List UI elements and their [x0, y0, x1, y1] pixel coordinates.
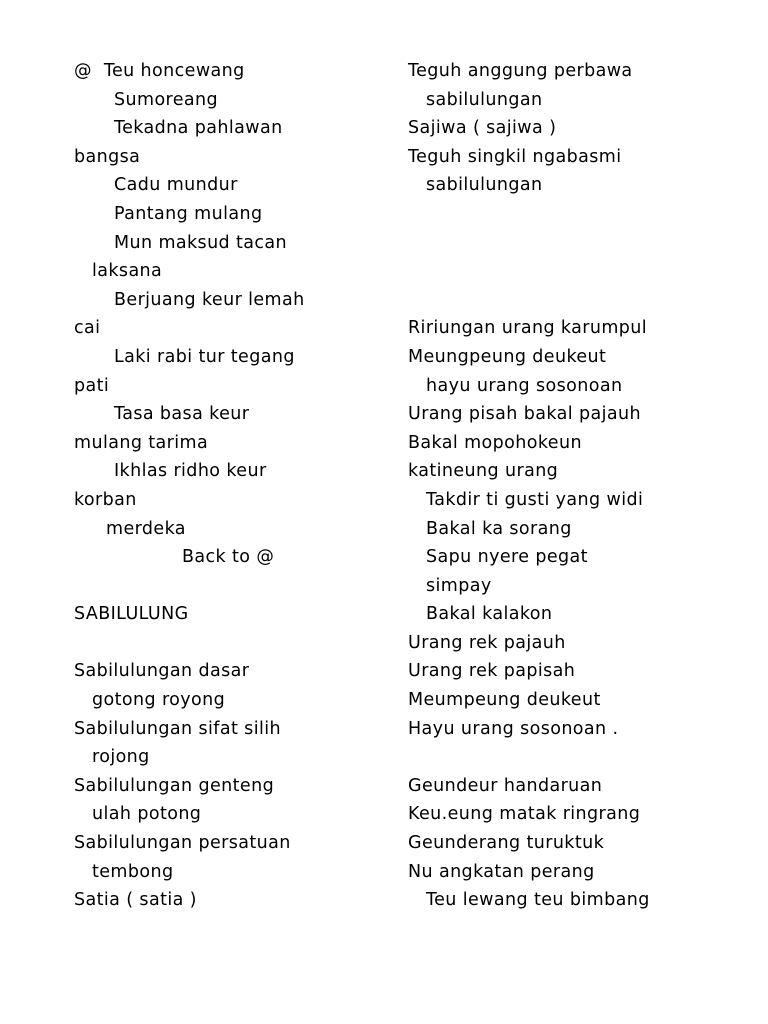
text-line: Laki rabi tur tegang — [114, 346, 295, 367]
text-line: Ririungan urang karumpul — [408, 318, 648, 339]
text-line: Tasa basa keur — [114, 404, 250, 425]
right-column — [408, 57, 758, 915]
blank-line — [408, 200, 758, 229]
text-line: Sapu nyere pegat — [426, 547, 588, 568]
text-line: Berjuang keur lemah — [114, 289, 305, 310]
back-to-link: Back to @ — [182, 547, 275, 568]
text-line: Urang rek pajauh — [408, 632, 566, 653]
text-line: gotong royong — [92, 690, 226, 711]
text-line: Sabilulungan persatuan — [74, 833, 291, 854]
text-line: Sabilulungan dasar — [74, 661, 250, 682]
text-line: korban — [74, 489, 137, 510]
text-line: rojong — [92, 747, 150, 768]
blank-line — [408, 257, 758, 286]
text-line: Bakal mopohokeun — [408, 432, 582, 453]
blank-line — [74, 629, 394, 658]
text-line: mulang tarima — [74, 432, 209, 453]
blank-line — [408, 286, 758, 315]
text-line: Sumoreang — [114, 89, 219, 110]
text-line: Meungpeung deukeut — [408, 346, 607, 367]
text-line: Geunderang turuktuk — [408, 833, 605, 854]
blank-line — [74, 572, 394, 601]
blank-line — [408, 229, 758, 258]
text-line: merdeka — [106, 518, 186, 539]
text-line: cai — [74, 318, 101, 339]
text-line: Sabilulungan sifat silih — [74, 718, 281, 739]
left-column — [74, 57, 394, 915]
text-line: @ Teu honcewang — [74, 61, 245, 81]
section-heading: SABILULUNG — [74, 604, 189, 625]
text-line: Teguh anggung perbawa — [408, 61, 633, 81]
text-line: Ikhlas ridho keur — [114, 461, 267, 482]
text-line: simpay — [426, 575, 492, 596]
text-line: Keu.eung matak ringrang — [408, 804, 641, 825]
text-line: Teu lewang teu bimbang — [426, 890, 650, 911]
text-line: Tekadna pahlawan — [114, 118, 283, 139]
text-line: Cadu mundur — [114, 175, 238, 196]
text-line: Pantang mulang — [114, 203, 263, 224]
text-line: tembong — [92, 861, 174, 882]
text-line: Nu angkatan perang — [408, 861, 595, 882]
text-line: Takdir ti gusti yang widi — [426, 489, 644, 510]
text-line: sabilulungan — [426, 89, 543, 110]
text-line: bangsa — [74, 146, 141, 167]
text-line: Hayu urang sosonoan . — [408, 718, 619, 739]
text-line: Urang rek papisah — [408, 661, 576, 682]
text-line: Meumpeung deukeut — [408, 690, 601, 711]
text-line: hayu urang sosonoan — [426, 375, 623, 396]
text-line: Sabilulungan genteng — [74, 775, 275, 796]
text-line: laksana — [92, 261, 163, 282]
text-line: Satia ( satia ) — [74, 890, 197, 911]
text-line: Geundeur handaruan — [408, 775, 603, 796]
blank-line — [408, 743, 758, 772]
text-line: katineung urang — [408, 461, 559, 482]
text-line: Teguh singkil ngabasmi — [408, 146, 622, 167]
text-line: Bakal ka sorang — [426, 518, 572, 539]
text-line: sabilulungan — [426, 175, 543, 196]
text-line: Mun maksud tacan — [114, 232, 288, 253]
text-line: ulah potong — [92, 804, 202, 825]
text-line: Sajiwa ( sajiwa ) — [408, 118, 557, 139]
text-line: pati — [74, 375, 110, 396]
text-line: Bakal kalakon — [426, 604, 553, 625]
text-line: Urang pisah bakal pajauh — [408, 404, 641, 425]
